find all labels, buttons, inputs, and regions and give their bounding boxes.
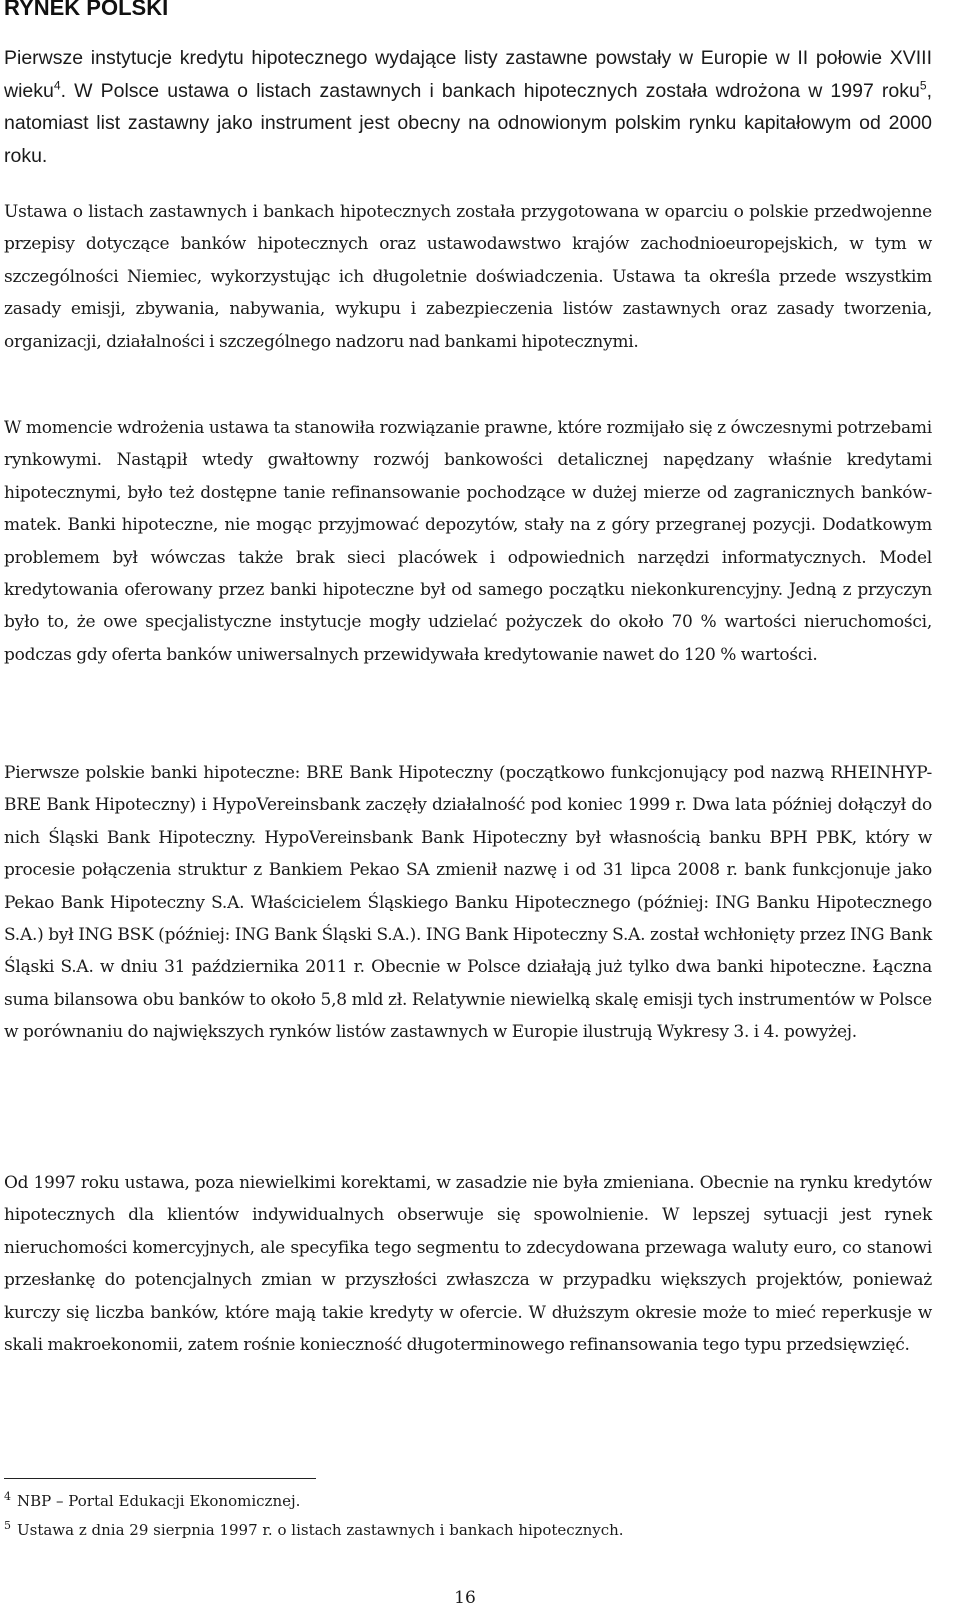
footnote-ref-4[interactable]: 4 [53, 78, 61, 93]
paragraph-intro-text-c: , natomiast list zastawny jako instrument jest obecny na odnowionym polskim rynku kapitałowym od 2000 roku. [4, 79, 932, 167]
paragraph-intro-text-a: Pierwsze instytucje kredytu hipotecznego wydające listy zastawne powstały w Europie w II połowie XVIII wieku [4, 47, 932, 102]
page-number: 16 [454, 1588, 476, 1608]
paragraph-market-conditions: W momencie wdrożenia ustawa ta stanowiła rozwiązanie prawne, które rozmijało się z ówczesnymi potrzebami rynkowymi. Nastąpił wtedy gwałtowny rozwój bankowości detalicznej napędzany właśnie kredytami hipotecznymi, było też dostępne tanie refinansowanie pochodzące w dużej mierze od zagranicznych banków-matek. Banki hipoteczne, nie mogąc przyjmować depozytów, stały na z góry przegranej pozycji. Dodatkowym problemem był wówczas także brak sieci placówek i odpowiednich narzędzi informatycznych. Model kredytowania oferowany przez banki hipoteczne był od samego początku niekonkurencyjny. Jedną z przyczyn było to, że owe specjalistyczne instytucje mogły udzielać pożyczek do około 70 % wartości nieruchomości, podczas gdy oferta banków uniwersalnych przewidywała kredytowanie nawet do 120 % wartości. [4, 418, 932, 665]
footnote-number: 5 [4, 1519, 11, 1532]
paragraph-first-banks: Pierwsze polskie banki hipoteczne: BRE Bank Hipoteczny (początkowo funkcjonujący pod nazwą RHEINHYP-BRE Bank Hipoteczny) i HypoVereinsbank zaczęły działalność pod koniec 1999 r. Dwa lata później dołączył do nich Śląski Bank Hipoteczny. HypoVereinsbank Bank Hipoteczny był własnością banku BPH PBK, który w procesie połączenia struktur z Bankiem Pekao SA zmienił nazwę i od 31 lipca 2008 r. bank funkcjonuje jako Pekao Bank Hipoteczny S.A. Właścicielem Śląskiego Banku Hipotecznego (później: ING Banku Hipotecznego S.A.) był ING BSK (później: ING Bank Śląski S.A.). ING Bank Hipoteczny S.A. został wchłonięty przez ING Bank Śląski S.A. w dniu 31 października 2011 r. Obecnie w Polsce działają już tylko dwa banki hipoteczne. Łączna suma bilansowa obu banków to około 5,8 mld zł. Relatywnie niewielką skalę emisji tych instrumentów w Polsce w porównaniu do największych rynków listów zastawnych w Europie ilustrują Wykresy 3. i 4. powyżej. [4, 763, 932, 1043]
footnote-text: NBP – Portal Edukacji Ekonomicznej. [17, 1492, 301, 1510]
footnote-separator [4, 1478, 316, 1479]
footnote-ref-5[interactable]: 5 [919, 78, 927, 93]
paragraph-intro [4, 42, 932, 172]
footnote-text: Ustawa z dnia 29 sierpnia 1997 r. o listach zastawnych i bankach hipotecznych. [17, 1521, 624, 1539]
paragraph-law-basis: Ustawa o listach zastawnych i bankach hipotecznych została przygotowana w oparciu o polskie przedwojenne przepisy dotyczące banków hipotecznych oraz ustawodawstwo krajów zachodnioeuropejskich, w tym w szczególności Niemiec, wykorzystując ich długoletnie doświadczenia. Ustawa ta określa przede wszystkim zasady emisji, zbywania, nabywania, wykupu i zabezpieczenia listów zastawnych oraz zasady tworzenia, organizacji, działalności i szczególnego nadzoru nad bankami hipotecznymi. [4, 202, 932, 352]
footnote-5 [4, 1519, 624, 1541]
paragraph-intro-text-b: . W Polsce ustawa o listach zastawnych i bankach hipotecznych została wdrożona w 1997 roku [60, 79, 920, 102]
paragraph-current-state: Od 1997 roku ustawa, poza niewielkimi korektami, w zasadzie nie była zmieniana. Obecnie na rynku kredytów hipotecznych dla klientów indywidualnych obserwuje się spowolnienie. W lepszej sytuacji jest rynek nieruchomości komercyjnych, ale specyfika tego segmentu to zdecydowana przewaga waluty euro, co stanowi przesłankę do potencjalnych zmian w przyszłości zwłaszcza w przypadku większych projektów, ponieważ kurczy się liczba banków, które mają takie kredyty w ofercie. W dłuższym okresie może to mieć reperkusje w skali makroekonomii, zatem rośnie konieczność długoterminowego refinansowania tego typu przedsięwzięć. [4, 1173, 932, 1356]
section-heading: RYNEK POLSKI [4, 0, 169, 20]
footnote-number: 4 [4, 1490, 11, 1503]
footnote-4 [4, 1490, 300, 1512]
